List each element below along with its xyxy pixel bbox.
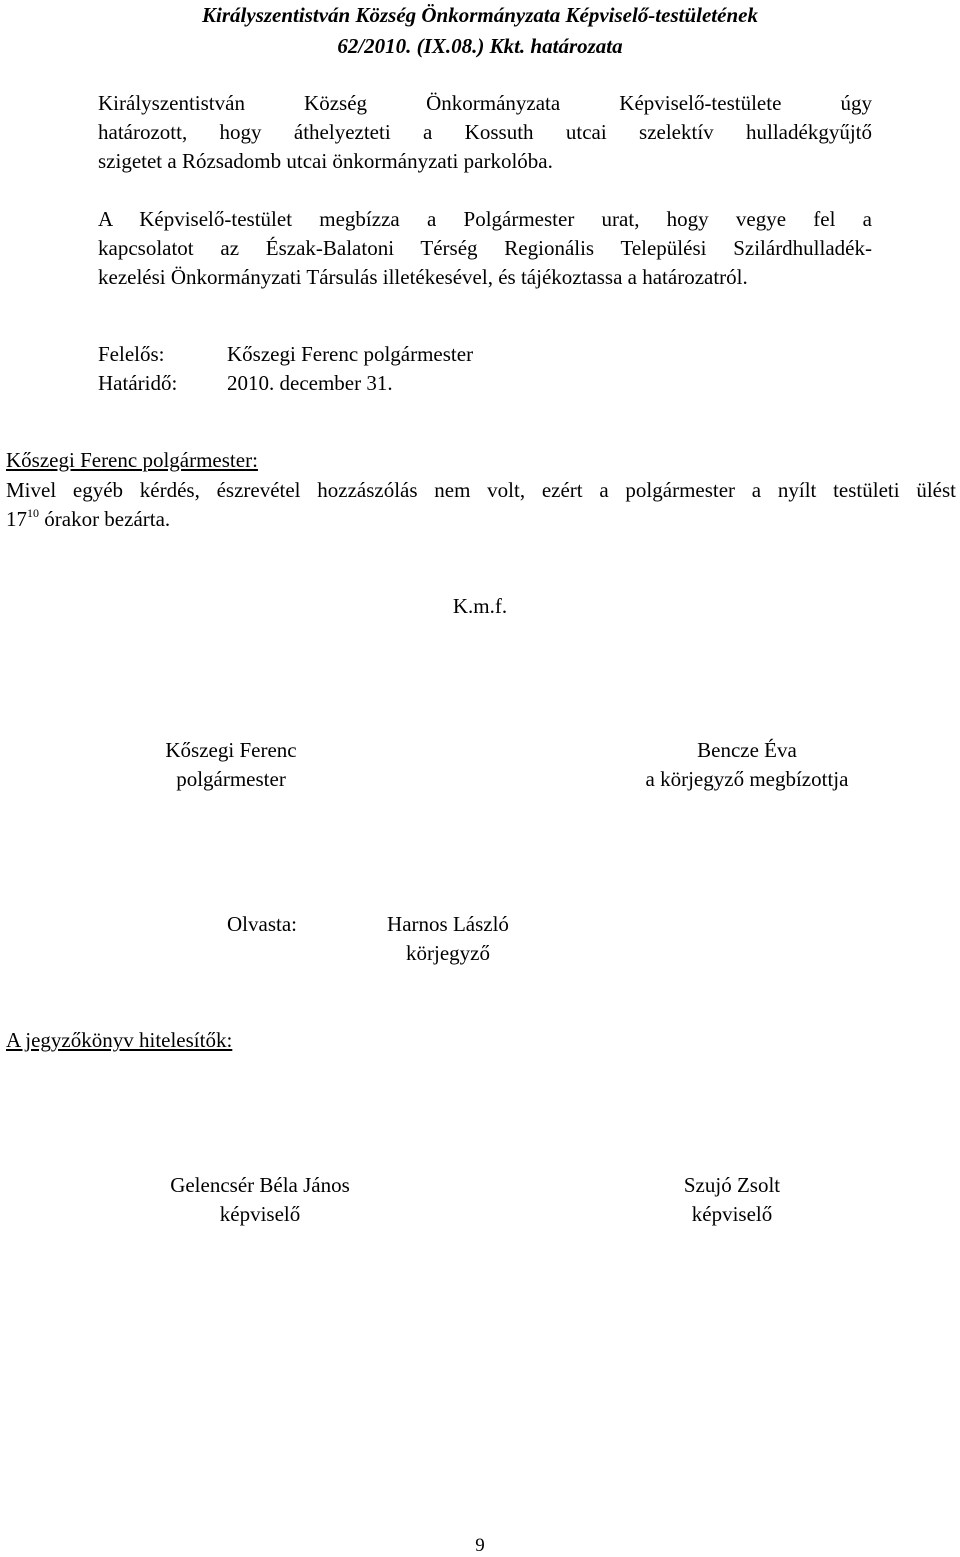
paragraph-2-line: kezelési Önkormányzati Társulás illetékesével, és tájékoztassa a határozatról. [98, 265, 748, 289]
authenticator-1-title: képviselő [219, 1202, 301, 1226]
authenticator-2-title: képviselő [691, 1202, 773, 1226]
closing-time-hour: 17 [6, 507, 27, 531]
reader-title: körjegyző [406, 941, 490, 965]
signature-notary [597, 736, 897, 794]
mayor-name: Kőszegi Ferenc [165, 738, 297, 762]
authenticators-heading: A jegyzőkönyv hitelesítők: [6, 1028, 233, 1052]
notary-name: Bencze Éva [697, 738, 797, 762]
authenticator-2-name: Szujó Zsolt [683, 1173, 781, 1197]
notary-title: a körjegyző megbízottja [645, 767, 849, 791]
kmf-mark: K.m.f. [452, 594, 508, 618]
paragraph-1-line: szigetet a Rózsadomb utcai önkormányzati parkolóba. [98, 149, 553, 173]
read-label: Olvasta: [227, 912, 297, 936]
deadline-value: 2010. december 31. [227, 371, 393, 395]
signature-authenticator-1 [110, 1171, 410, 1229]
signature-authenticator-2 [582, 1171, 882, 1229]
paragraph-2-line: A Képviselő-testület megbízza a Polgármester urat, hogy vegye fel a [98, 207, 872, 231]
deadline-label: Határidő: [98, 371, 178, 395]
paragraph-1-line: határozott, hogy áthelyezteti a Kossuth utcai szelektív hulladékgyűjtő [98, 120, 872, 144]
responsible-value: Kőszegi Ferenc polgármester [227, 342, 474, 366]
resolution-paragraph-2 [98, 205, 872, 292]
paragraph-1-line: Királyszentistván Község Önkormányzata Képviselő-testülete úgy [98, 91, 872, 115]
closing-line-2-rest: órakor bezárta. [39, 507, 171, 531]
mayor-title: polgármester [176, 767, 286, 791]
closing-speaker: Kőszegi Ferenc polgármester: [6, 448, 258, 472]
resolution-title-line2: 62/2010. (IX.08.) Kkt. határozata [337, 34, 623, 58]
paragraph-2-line: kapcsolatot az Észak-Balatoni Térség Regionális Települési Szilárdhulladék- [98, 236, 872, 260]
page-number: 9 [475, 1535, 485, 1556]
authenticator-1-name: Gelencsér Béla János [170, 1173, 350, 1197]
resolution-title-line1: Királyszentistván Község Önkormányzata Képviselő-testületének [202, 3, 758, 27]
closing-line-1: Mivel egyéb kérdés, észrevétel hozzászólás nem volt, ezért a polgármester a nyílt testületi ülést [6, 478, 956, 502]
resolution-paragraph-1 [98, 89, 872, 176]
closing-line-2 [6, 505, 170, 534]
reader-name: Harnos László [387, 912, 509, 936]
signature-reader [298, 910, 598, 968]
responsible-label: Felelős: [98, 342, 165, 366]
signature-mayor [81, 736, 381, 794]
closing-time-minute: 10 [27, 506, 39, 520]
